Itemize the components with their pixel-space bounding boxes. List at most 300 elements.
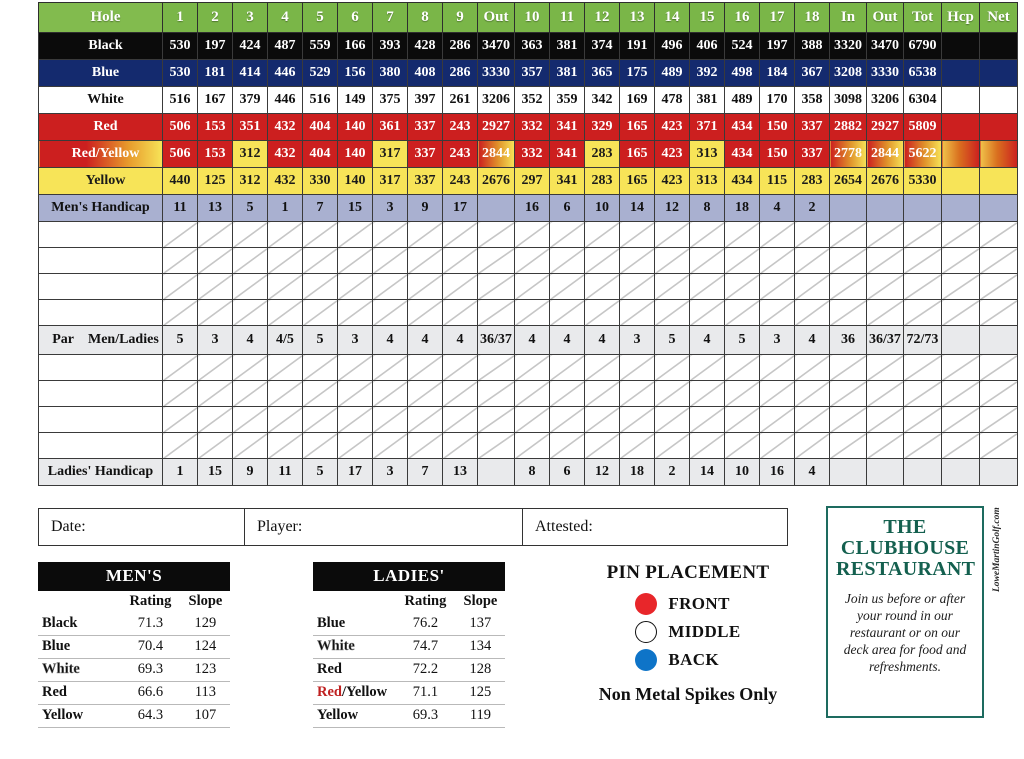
score-entry-cell[interactable] xyxy=(690,381,725,407)
cell-ladies-handicap-0: 1 xyxy=(163,459,198,486)
score-entry-cell[interactable] xyxy=(233,300,268,326)
score-entry-cell[interactable] xyxy=(233,222,268,248)
cell-blue-12: 365 xyxy=(585,60,620,87)
score-entry-cell[interactable] xyxy=(338,248,373,274)
score-entry-cell[interactable] xyxy=(867,407,904,433)
score-entry-name-cell[interactable] xyxy=(39,248,163,274)
score-entry-cell[interactable] xyxy=(725,300,760,326)
date-field[interactable] xyxy=(39,509,245,545)
cell-mens-handicap-2: 5 xyxy=(233,195,268,222)
score-entry-row[interactable] xyxy=(39,381,1018,407)
score-entry-cell[interactable] xyxy=(268,433,303,459)
cell-white-0: 516 xyxy=(163,87,198,114)
cell-black-18: 388 xyxy=(795,33,830,60)
score-entry-cell[interactable] xyxy=(303,274,338,300)
score-entry-cell[interactable] xyxy=(830,355,867,381)
cell-par-8: 4 xyxy=(443,326,478,355)
score-entry-cell[interactable] xyxy=(655,274,690,300)
attested-field[interactable] xyxy=(523,509,787,545)
score-entry-cell[interactable] xyxy=(515,222,550,248)
score-entry-cell[interactable] xyxy=(515,274,550,300)
score-entry-name-cell[interactable] xyxy=(39,274,163,300)
scorecard-row-red-yellow xyxy=(39,141,1018,168)
score-entry-cell[interactable] xyxy=(904,300,942,326)
hole-header-5: 5 xyxy=(303,3,338,33)
scorecard-row-red xyxy=(39,114,1018,141)
cell-red-yellow-4: 404 xyxy=(303,141,338,168)
score-entry-cell[interactable] xyxy=(373,355,408,381)
score-entry-cell[interactable] xyxy=(338,355,373,381)
score-entry-cell[interactable] xyxy=(980,248,1018,274)
score-entry-cell[interactable] xyxy=(760,300,795,326)
cell-red-yellow-23 xyxy=(980,141,1018,168)
cell-white-5: 149 xyxy=(338,87,373,114)
cell-mens-handicap-15: 8 xyxy=(690,195,725,222)
cell-white-6: 375 xyxy=(373,87,408,114)
score-entry-cell[interactable] xyxy=(690,355,725,381)
score-entry-row[interactable] xyxy=(39,300,1018,326)
score-entry-cell[interactable] xyxy=(338,381,373,407)
cell-mens-handicap-18: 2 xyxy=(795,195,830,222)
score-entry-cell[interactable] xyxy=(867,300,904,326)
score-entry-cell[interactable] xyxy=(725,248,760,274)
cell-ladies-handicap-20 xyxy=(867,459,904,486)
score-entry-name-cell[interactable] xyxy=(39,381,163,407)
score-entry-cell[interactable] xyxy=(867,355,904,381)
score-entry-cell[interactable] xyxy=(478,407,515,433)
hole-header-2: 2 xyxy=(198,3,233,33)
score-entry-cell[interactable] xyxy=(980,300,1018,326)
score-entry-cell[interactable] xyxy=(163,381,198,407)
score-entry-cell[interactable] xyxy=(198,355,233,381)
score-entry-cell[interactable] xyxy=(515,300,550,326)
score-entry-cell[interactable] xyxy=(655,222,690,248)
score-entry-cell[interactable] xyxy=(443,274,478,300)
cell-par-5: 3 xyxy=(338,326,373,355)
score-entry-cell[interactable] xyxy=(980,274,1018,300)
score-entry-cell[interactable] xyxy=(867,433,904,459)
ladies-rating-tee-header xyxy=(313,591,395,613)
score-entry-cell[interactable] xyxy=(163,355,198,381)
score-entry-cell[interactable] xyxy=(338,274,373,300)
score-entry-cell[interactable] xyxy=(942,381,980,407)
cell-yellow-12: 283 xyxy=(585,168,620,195)
cell-mens-handicap-11: 6 xyxy=(550,195,585,222)
cell-black-19: 3320 xyxy=(830,33,867,60)
score-entry-cell[interactable] xyxy=(725,355,760,381)
score-entry-cell[interactable] xyxy=(443,248,478,274)
score-entry-cell[interactable] xyxy=(338,407,373,433)
mens-rating-value-0: 71.3 xyxy=(137,615,164,631)
score-entry-cell[interactable] xyxy=(942,433,980,459)
score-entry-cell[interactable] xyxy=(478,355,515,381)
score-entry-row[interactable] xyxy=(39,274,1018,300)
score-entry-cell[interactable] xyxy=(550,433,585,459)
cell-red-yellow-1: 153 xyxy=(198,141,233,168)
score-entry-cell[interactable] xyxy=(408,300,443,326)
score-entry-cell[interactable] xyxy=(338,433,373,459)
score-entry-cell[interactable] xyxy=(830,300,867,326)
score-entry-cell[interactable] xyxy=(443,355,478,381)
score-entry-cell[interactable] xyxy=(830,407,867,433)
score-entry-cell[interactable] xyxy=(760,274,795,300)
score-entry-cell[interactable] xyxy=(904,381,942,407)
score-entry-cell[interactable] xyxy=(408,433,443,459)
score-entry-row[interactable] xyxy=(39,222,1018,248)
pin-option-middle xyxy=(635,621,740,643)
score-entry-cell[interactable] xyxy=(303,433,338,459)
score-entry-cell[interactable] xyxy=(478,300,515,326)
score-entry-cell[interactable] xyxy=(904,248,942,274)
cell-red-12: 329 xyxy=(585,114,620,141)
score-entry-cell[interactable] xyxy=(373,222,408,248)
score-entry-cell[interactable] xyxy=(585,433,620,459)
cell-white-21: 6304 xyxy=(904,87,942,114)
score-entry-cell[interactable] xyxy=(408,381,443,407)
score-entry-cell[interactable] xyxy=(867,248,904,274)
scorecard-row-white xyxy=(39,87,1018,114)
score-entry-cell[interactable] xyxy=(725,433,760,459)
score-entry-cell[interactable] xyxy=(198,222,233,248)
cell-white-4: 516 xyxy=(303,87,338,114)
score-entry-cell[interactable] xyxy=(373,300,408,326)
cell-ladies-handicap-4: 5 xyxy=(303,459,338,486)
score-entry-cell[interactable] xyxy=(268,355,303,381)
pin-option-back xyxy=(635,649,740,671)
score-entry-cell[interactable] xyxy=(725,381,760,407)
score-entry-cell[interactable] xyxy=(408,274,443,300)
score-entry-cell[interactable] xyxy=(585,248,620,274)
score-entry-cell[interactable] xyxy=(373,433,408,459)
score-entry-cell[interactable] xyxy=(443,407,478,433)
score-entry-cell[interactable] xyxy=(760,248,795,274)
score-entry-cell[interactable] xyxy=(942,274,980,300)
score-entry-cell[interactable] xyxy=(373,248,408,274)
score-entry-cell[interactable] xyxy=(795,407,830,433)
cell-mens-handicap-6: 3 xyxy=(373,195,408,222)
cell-red-yellow-0: 506 xyxy=(163,141,198,168)
score-entry-cell[interactable] xyxy=(233,407,268,433)
score-entry-cell[interactable] xyxy=(942,248,980,274)
score-entry-row[interactable] xyxy=(39,355,1018,381)
score-entry-cell[interactable] xyxy=(163,222,198,248)
score-entry-cell[interactable] xyxy=(980,222,1018,248)
score-entry-row[interactable] xyxy=(39,433,1018,459)
score-entry-cell[interactable] xyxy=(867,274,904,300)
score-entry-cell[interactable] xyxy=(478,433,515,459)
score-entry-cell[interactable] xyxy=(830,274,867,300)
ladies-rating-row xyxy=(313,613,505,636)
score-entry-cell[interactable] xyxy=(303,222,338,248)
score-entry-cell[interactable] xyxy=(655,300,690,326)
score-entry-cell[interactable] xyxy=(408,355,443,381)
score-entry-cell[interactable] xyxy=(268,222,303,248)
score-entry-cell[interactable] xyxy=(585,300,620,326)
cell-red-yellow-6: 317 xyxy=(373,141,408,168)
score-entry-cell[interactable] xyxy=(760,355,795,381)
score-entry-cell[interactable] xyxy=(550,222,585,248)
score-entry-cell[interactable] xyxy=(233,274,268,300)
mens-slope-value-3: 113 xyxy=(181,682,230,705)
score-entry-cell[interactable] xyxy=(795,274,830,300)
cell-par-9: 36/37 xyxy=(478,326,515,355)
score-entry-cell[interactable] xyxy=(233,381,268,407)
score-entry-cell[interactable] xyxy=(904,355,942,381)
score-entry-cell[interactable] xyxy=(268,407,303,433)
cell-mens-handicap-14: 12 xyxy=(655,195,690,222)
cell-mens-handicap-0: 11 xyxy=(163,195,198,222)
cell-white-20: 3206 xyxy=(867,87,904,114)
score-entry-cell[interactable] xyxy=(268,248,303,274)
scorecard-row-black xyxy=(39,33,1018,60)
score-entry-cell[interactable] xyxy=(303,248,338,274)
cell-mens-handicap-12: 10 xyxy=(585,195,620,222)
cell-blue-13: 175 xyxy=(620,60,655,87)
cell-yellow-18: 283 xyxy=(795,168,830,195)
score-entry-cell[interactable] xyxy=(163,248,198,274)
score-entry-cell[interactable] xyxy=(795,248,830,274)
score-entry-cell[interactable] xyxy=(198,433,233,459)
score-entry-cell[interactable] xyxy=(198,381,233,407)
cell-yellow-9: 2676 xyxy=(478,168,515,195)
score-entry-cell[interactable] xyxy=(550,300,585,326)
score-entry-cell[interactable] xyxy=(760,222,795,248)
score-entry-cell[interactable] xyxy=(408,407,443,433)
score-entry-cell[interactable] xyxy=(478,381,515,407)
cell-ladies-handicap-14: 2 xyxy=(655,459,690,486)
score-entry-cell[interactable] xyxy=(904,274,942,300)
score-entry-cell[interactable] xyxy=(268,300,303,326)
score-entry-cell[interactable] xyxy=(550,355,585,381)
mens-rating-block xyxy=(38,562,230,728)
score-entry-cell[interactable] xyxy=(725,407,760,433)
score-entry-cell[interactable] xyxy=(620,274,655,300)
score-entry-cell[interactable] xyxy=(198,300,233,326)
score-entry-cell[interactable] xyxy=(443,300,478,326)
cell-yellow-0: 440 xyxy=(163,168,198,195)
score-entry-cell[interactable] xyxy=(620,355,655,381)
hole-header-4: 4 xyxy=(268,3,303,33)
score-entry-name-cell[interactable] xyxy=(39,433,163,459)
score-entry-cell[interactable] xyxy=(338,222,373,248)
cell-blue-17: 184 xyxy=(760,60,795,87)
row-label-par: Par Men/Ladies xyxy=(39,326,163,355)
score-entry-name-cell[interactable] xyxy=(39,300,163,326)
score-entry-cell[interactable] xyxy=(373,407,408,433)
row-label-black: Black xyxy=(39,33,163,60)
score-entry-cell[interactable] xyxy=(550,248,585,274)
score-entry-cell[interactable] xyxy=(655,355,690,381)
cell-black-8: 286 xyxy=(443,33,478,60)
score-entry-cell[interactable] xyxy=(198,248,233,274)
cell-yellow-21: 5330 xyxy=(904,168,942,195)
score-entry-cell[interactable] xyxy=(338,300,373,326)
score-entry-cell[interactable] xyxy=(443,381,478,407)
cell-par-6: 4 xyxy=(373,326,408,355)
ladies-rating-row xyxy=(313,659,505,682)
cell-blue-14: 489 xyxy=(655,60,690,87)
cell-ladies-handicap-19 xyxy=(830,459,867,486)
mens-slope-value-2: 123 xyxy=(181,659,230,682)
score-entry-cell[interactable] xyxy=(585,407,620,433)
mens-rating-table xyxy=(38,591,230,727)
score-entry-cell[interactable] xyxy=(620,433,655,459)
mens-rating-footline xyxy=(38,727,230,728)
score-entry-cell[interactable] xyxy=(550,274,585,300)
score-entry-cell[interactable] xyxy=(830,248,867,274)
score-entry-cell[interactable] xyxy=(760,433,795,459)
scorecard-row-blue xyxy=(39,60,1018,87)
score-entry-cell[interactable] xyxy=(515,248,550,274)
score-entry-cell[interactable] xyxy=(795,381,830,407)
score-entry-name-cell[interactable] xyxy=(39,355,163,381)
score-entry-cell[interactable] xyxy=(198,407,233,433)
score-entry-cell[interactable] xyxy=(830,222,867,248)
score-entry-cell[interactable] xyxy=(942,355,980,381)
score-entry-cell[interactable] xyxy=(233,433,268,459)
score-entry-cell[interactable] xyxy=(690,300,725,326)
score-entry-cell[interactable] xyxy=(478,222,515,248)
score-entry-cell[interactable] xyxy=(690,274,725,300)
score-entry-cell[interactable] xyxy=(515,433,550,459)
score-entry-cell[interactable] xyxy=(655,433,690,459)
mens-rating-value-2: 69.3 xyxy=(120,659,181,682)
score-entry-cell[interactable] xyxy=(655,407,690,433)
mens-rating-tee-0: Black xyxy=(42,615,78,631)
score-entry-cell[interactable] xyxy=(585,355,620,381)
score-entry-cell[interactable] xyxy=(980,381,1018,407)
player-field[interactable] xyxy=(245,509,523,545)
cell-white-11: 359 xyxy=(550,87,585,114)
score-entry-cell[interactable] xyxy=(980,407,1018,433)
score-entry-cell[interactable] xyxy=(760,407,795,433)
row-label-yellow: Yellow xyxy=(39,168,163,195)
hole-header-18: 18 xyxy=(795,3,830,33)
score-entry-cell[interactable] xyxy=(515,407,550,433)
score-entry-cell[interactable] xyxy=(198,274,233,300)
score-entry-cell[interactable] xyxy=(867,222,904,248)
score-entry-cell[interactable] xyxy=(867,381,904,407)
score-entry-cell[interactable] xyxy=(373,274,408,300)
cell-blue-0: 530 xyxy=(163,60,198,87)
score-entry-cell[interactable] xyxy=(904,433,942,459)
score-entry-cell[interactable] xyxy=(760,381,795,407)
score-entry-cell[interactable] xyxy=(942,222,980,248)
score-entry-cell[interactable] xyxy=(725,274,760,300)
score-entry-cell[interactable] xyxy=(620,300,655,326)
score-entry-cell[interactable] xyxy=(443,222,478,248)
score-entry-cell[interactable] xyxy=(303,407,338,433)
ladies-slope-value-2: 128 xyxy=(456,659,505,682)
score-entry-cell[interactable] xyxy=(690,433,725,459)
score-entry-cell[interactable] xyxy=(585,222,620,248)
score-entry-cell[interactable] xyxy=(550,407,585,433)
score-entry-cell[interactable] xyxy=(268,381,303,407)
score-entry-cell[interactable] xyxy=(795,355,830,381)
ladies-rating-tee-4: Yellow xyxy=(313,705,395,728)
ladies-rating-tee-3: Red/Yellow xyxy=(313,682,395,705)
score-entry-cell[interactable] xyxy=(408,222,443,248)
cell-red-yellow-14: 423 xyxy=(655,141,690,168)
score-entry-cell[interactable] xyxy=(620,381,655,407)
cell-black-4: 559 xyxy=(303,33,338,60)
cell-par-12: 4 xyxy=(585,326,620,355)
score-entry-cell[interactable] xyxy=(980,355,1018,381)
score-entry-cell[interactable] xyxy=(443,433,478,459)
score-entry-cell[interactable] xyxy=(303,300,338,326)
score-entry-cell[interactable] xyxy=(163,300,198,326)
score-entry-cell[interactable] xyxy=(830,381,867,407)
score-entry-cell[interactable] xyxy=(830,433,867,459)
score-entry-cell[interactable] xyxy=(163,274,198,300)
score-entry-cell[interactable] xyxy=(550,381,585,407)
score-entry-cell[interactable] xyxy=(620,248,655,274)
score-entry-cell[interactable] xyxy=(620,407,655,433)
score-entry-cell[interactable] xyxy=(980,433,1018,459)
score-entry-cell[interactable] xyxy=(478,248,515,274)
score-entry-cell[interactable] xyxy=(585,274,620,300)
cell-blue-21: 6538 xyxy=(904,60,942,87)
score-entry-cell[interactable] xyxy=(655,381,690,407)
cell-blue-4: 529 xyxy=(303,60,338,87)
scorecard-row-par xyxy=(39,326,1018,355)
score-entry-name-cell[interactable] xyxy=(39,222,163,248)
score-entry-cell[interactable] xyxy=(233,248,268,274)
score-entry-cell[interactable] xyxy=(515,381,550,407)
scorecard-header-row xyxy=(39,3,1018,33)
score-entry-cell[interactable] xyxy=(268,274,303,300)
score-entry-row[interactable] xyxy=(39,407,1018,433)
score-entry-name-cell[interactable] xyxy=(39,407,163,433)
score-entry-cell[interactable] xyxy=(690,407,725,433)
cell-red-yellow-13: 165 xyxy=(620,141,655,168)
score-entry-cell[interactable] xyxy=(163,407,198,433)
score-entry-cell[interactable] xyxy=(408,248,443,274)
score-entry-cell[interactable] xyxy=(795,222,830,248)
score-entry-cell[interactable] xyxy=(373,381,408,407)
cell-mens-handicap-7: 9 xyxy=(408,195,443,222)
score-entry-cell[interactable] xyxy=(515,355,550,381)
publisher-credit: LoweMartinGolf.com xyxy=(992,507,1002,592)
cell-yellow-20: 2676 xyxy=(867,168,904,195)
score-entry-cell[interactable] xyxy=(303,381,338,407)
cell-red-4: 404 xyxy=(303,114,338,141)
score-entry-cell[interactable] xyxy=(690,222,725,248)
score-entry-cell[interactable] xyxy=(655,248,690,274)
cell-red-yellow-8: 243 xyxy=(443,141,478,168)
score-entry-cell[interactable] xyxy=(942,300,980,326)
score-entry-cell[interactable] xyxy=(233,355,268,381)
cell-white-1: 167 xyxy=(198,87,233,114)
cell-red-8: 243 xyxy=(443,114,478,141)
score-entry-row[interactable] xyxy=(39,248,1018,274)
score-entry-cell[interactable] xyxy=(904,407,942,433)
score-entry-cell[interactable] xyxy=(478,274,515,300)
score-entry-cell[interactable] xyxy=(795,300,830,326)
hole-header-out: Out xyxy=(478,3,515,33)
score-entry-cell[interactable] xyxy=(795,433,830,459)
row-label-ladies-handicap: Ladies' Handicap xyxy=(39,459,163,486)
score-entry-cell[interactable] xyxy=(163,433,198,459)
score-entry-cell[interactable] xyxy=(942,407,980,433)
cell-red-yellow-22 xyxy=(942,141,980,168)
score-entry-cell[interactable] xyxy=(904,222,942,248)
score-entry-cell[interactable] xyxy=(690,248,725,274)
score-entry-cell[interactable] xyxy=(585,381,620,407)
score-entry-cell[interactable] xyxy=(725,222,760,248)
score-entry-cell[interactable] xyxy=(620,222,655,248)
score-entry-cell[interactable] xyxy=(303,355,338,381)
